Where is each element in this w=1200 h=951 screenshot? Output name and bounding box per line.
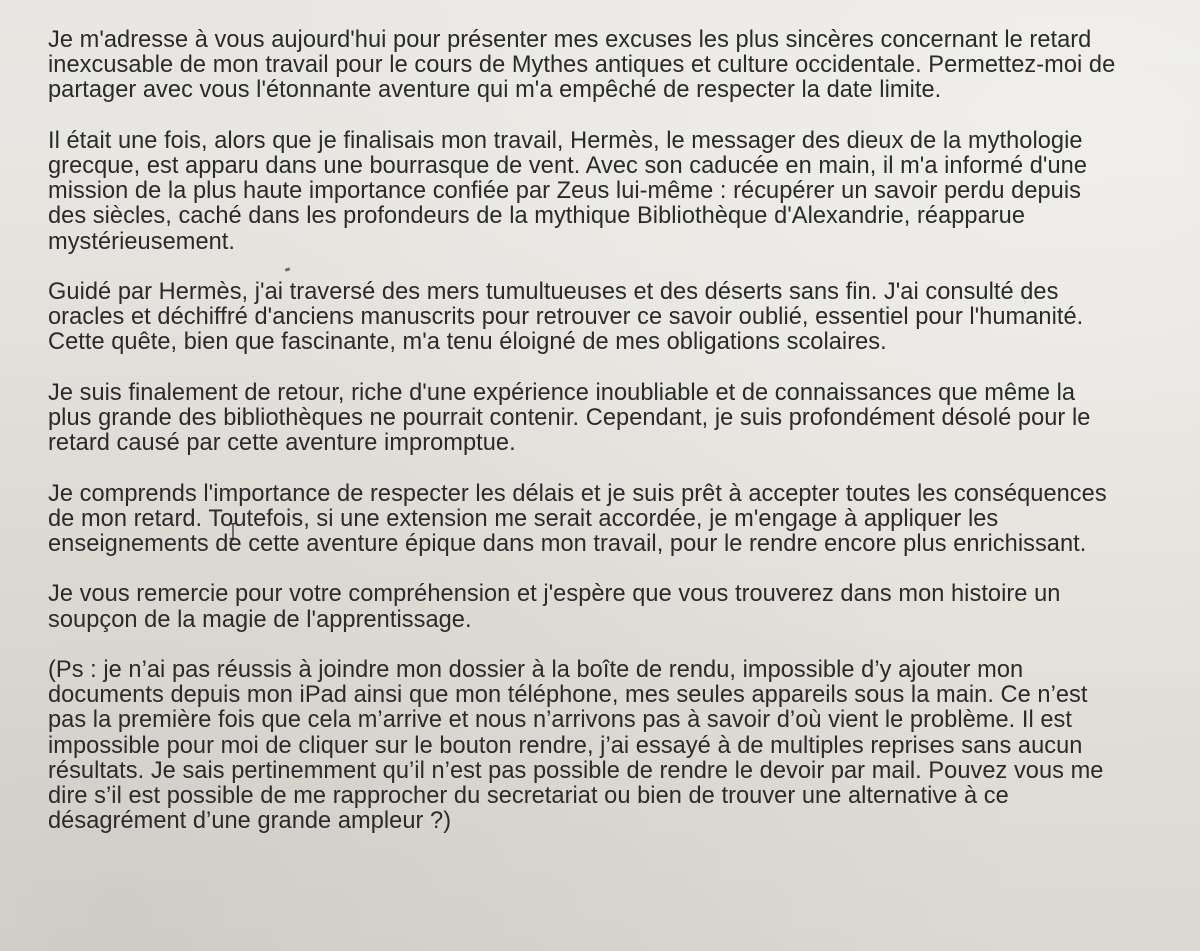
text-line: dire s’il est possible de me rapprocher du secretariat ou bien de trouver une alternative à ce — [48, 783, 1009, 809]
paragraph-1 — [48, 28, 1198, 104]
text-line: Je comprends l'importance de respecter les délais et je suis prêt à accepter toutes les conséquences — [48, 480, 1107, 507]
text-line: Je vous remercie pour votre compréhension et j'espère que vous trouverez dans mon histoire un — [48, 581, 1061, 608]
text-line: Je suis finalement de retour, riche d'une expérience inoubliable et de connaissances que même la — [48, 379, 1076, 406]
text-line: plus grande des bibliothèques ne pourrait contenir. Cependant, je suis profondément désolé pour le — [48, 405, 1091, 431]
text-line: mission de la plus haute importance confiée par Zeus lui-même : récupérer un savoir perdu depuis — [48, 178, 1081, 205]
text-line: oracles et déchiffré d'anciens manuscrits pour retrouver ce savoir oublié, essentiel pour l'humanité. — [48, 304, 1084, 331]
text-line: de mon retard. Toutefois, si une extension me serait accordée, je m'engage à appliquer les — [48, 505, 999, 532]
paragraph-3 — [48, 280, 1198, 356]
text-line: désagrément d’une grande ampleur ?) — [48, 808, 452, 835]
text-line: retard causé par cette aventure impromptue. — [48, 430, 516, 457]
document-body[interactable] — [48, 28, 1198, 860]
text-line: Je m'adresse à vous aujourd'hui pour présenter mes excuses les plus sincères concernant le retard — [48, 27, 1092, 53]
text-line: mystérieusement. — [48, 228, 235, 255]
text-line: impossible pour moi de cliquer sur le bouton rendre, j’ai essayé à de multiples reprises sans aucun — [48, 732, 1083, 759]
text-line: enseignements de cette aventure épique dans mon travail, pour le rendre encore plus enrichissant. — [48, 531, 1087, 557]
paragraph-2 — [48, 129, 1198, 255]
text-line: documents depuis mon iPad ainsi que mon téléphone, mes seules appareils sous la main. Ce n’est — [48, 682, 1088, 709]
text-line: grecque, est apparu dans une bourrasque de vent. Avec son caducée en main, il m'a informé d'une — [48, 153, 1088, 179]
paragraph-6 — [48, 582, 1198, 632]
text-line: des siècles, caché dans les profondeurs de la mythique Bibliothèque d'Alexandrie, réapparue — [48, 203, 1026, 230]
text-line: Guidé par Hermès, j'ai traversé des mers tumultueuses et des déserts sans fin. J'ai consulté des — [48, 279, 1059, 305]
text-line: résultats. Je sais pertinemment qu’il n’est pas possible de rendre le devoir par mail. Pouvez vous me — [48, 757, 1104, 784]
text-line: pas la première fois que cela m’arrive et nous n’arrivons pas à savoir d’où vient le problème. Il est — [48, 707, 1073, 734]
paragraph-7-postscript — [48, 658, 1198, 834]
text-line: (Ps : je n’ai pas réussis à joindre mon dossier à la boîte de rendu, impossible d’y ajouter mon — [48, 656, 1024, 683]
text-cursor-icon — [228, 522, 238, 540]
text-line: Cette quête, bien que fascinante, m'a tenu éloigné de mes obligations scolaires. — [48, 329, 887, 356]
text-line: Il était une fois, alors que je finalisais mon travail, Hermès, le messager des dieux de la mythologie — [48, 127, 1083, 154]
text-line: inexcusable de mon travail pour le cours de Mythes antiques et culture occidentale. Permettez-moi de — [48, 52, 1116, 79]
text-line: soupçon de la magie de l'apprentissage. — [48, 606, 472, 633]
paragraph-5 — [48, 482, 1198, 558]
text-line: partager avec vous l'étonnante aventure qui m'a empêché de respecter la date limite. — [48, 77, 942, 104]
paragraph-4 — [48, 381, 1198, 457]
